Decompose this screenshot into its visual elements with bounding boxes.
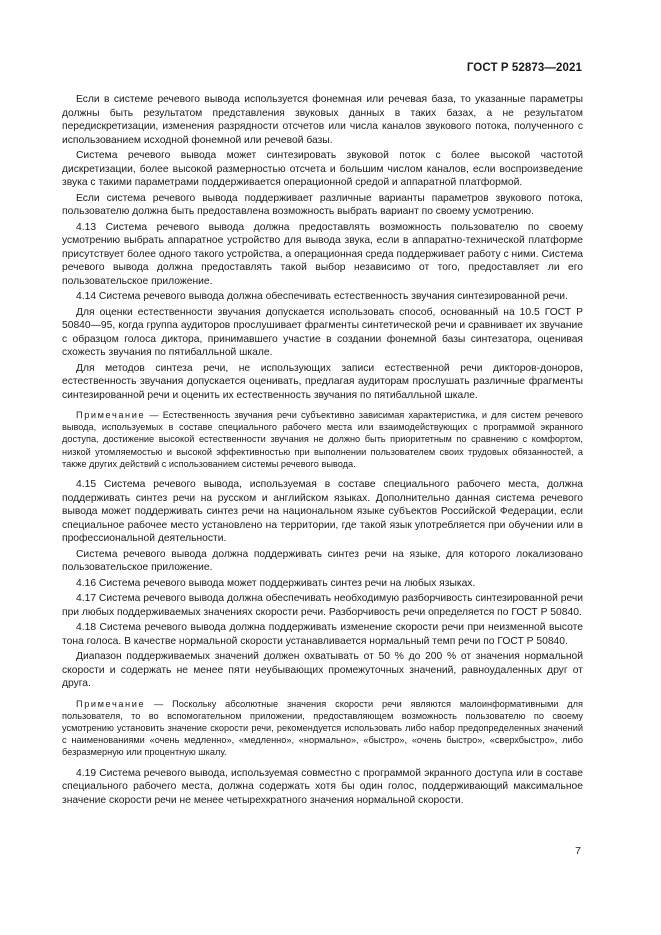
note-label: Примечание	[76, 698, 146, 709]
paragraph: Система речевого вывода должна поддерживать синтез речи на языке, для которого локализовано пользовательское приложение.	[62, 548, 583, 574]
document-number: ГОСТ Р 52873—2021	[466, 62, 582, 74]
clause-4-19: 4.19 Система речевого вывода, используемая совместно с программой экранного доступа или в составе специального рабочего места, должна содержать хотя бы один голос, поддерживающий максимальное значение скорости речи не менее четырехкратного значения нормальной скорости.	[62, 767, 583, 806]
clause-4-15: 4.15 Система речевого вывода, используемая в составе специального рабочего места, должна поддерживать синтез речи на русском и английском языках. Дополнительно данная система речевого вывода может поддерживать синтез речи на национальном языке субъектов Российской Федерации, если специальное рабочее место установлено на территории, где такой язык употребляется при обучении или в профессиональной деятельности.	[62, 479, 583, 545]
note-naturalness	[62, 409, 583, 470]
paragraph: Система речевого вывода может синтезировать звуковой поток с более высокой частотой дискретизации, более высокой размерностью отсчета и большим числом каналов, если воспроизведение звука с такими параметрами поддерживается операционной средой и аппаратной платформой.	[62, 150, 583, 188]
paragraph: Для оценки естественности звучания допускается использовать способ, основанный на 10.5 ГОСТ Р 50840—95, когда группа аудиторов прослушивает фрагменты синтетической речи и сравнивает их звучание с образцом голоса диктора, принимавшего участие в создании фонемной базы синтезатора, оценивая схожесть звучания по пятибалльной шкале.	[62, 306, 583, 358]
document-body	[62, 93, 583, 809]
page-number: 7	[575, 845, 581, 857]
clause-4-16: 4.16 Система речевого вывода может поддерживать синтез речи на любых языках.	[76, 577, 476, 589]
note-label: Примечание	[76, 410, 146, 420]
clause-4-14: 4.14 Система речевого вывода должна обеспечивать естественность звучания синтезированной речи.	[76, 291, 568, 302]
clause-4-13: 4.13 Система речевого вывода должна предоставлять возможность пользователю по своему усмотрению выбрать аппаратное устройство для вывода звука, если в аппаратно-технической платформе присутствует более одного такого устройства, а операционная среда поддерживает работу с ними. Система речевого вывода должна предоставлять такой выбор независимо от того, предоставляет ли его пользовательское приложение.	[62, 221, 583, 287]
note-text: — Естественность звучания речи субъективно зависимая характеристика, и для систем речевого вывода, используемых в составе специального рабочего места или взаимодействующих с программой экранного доступа, достижение высокой естественности звучания не должно быть приоритетным по сравнению с комфортом, низкой утомляемостью и высокой эффективностью при выполнении пользователем своих трудовых обязанностей, а также других действий с использованием системы речевого вывода.	[62, 410, 583, 469]
paragraph: Диапазон поддерживаемых значений должен охватывать от 50 % до 200 % от значения нормальной скорости и содержать не менее пяти неубывающих промежуточных значений, равноудаленных друг от друга.	[62, 651, 583, 690]
clause-4-18: 4.18 Система речевого вывода должна поддерживать изменение скорости речи при неизменной высоте тона голоса. В качестве нормальной скорости устанавливается нормальный темп речи по ГОСТ Р 50840.	[62, 622, 583, 647]
note-text: — Поскольку абсолютные значения скорости речи являются малоинформативными для пользователя, то во вспомогательном приложении, предоставляющем возможность пользователю по своему усмотрению установить значение скорости речи, рекомендуется использовать либо набор предопределенных значений с наименованиями «очень медленно», «медленно», «нормально», «быстро», «очень быстро», «сверхбыстро», либо безразмерную или процентную шкалу.	[62, 698, 583, 758]
paragraph: Для методов синтеза речи, не использующих записи естественной речи дикторов-доноров, естественность звучания допускается оценивать, предлагая аудиторам прослушать различные фрагменты синтезированной речи и оценить их естественность звучания по пятибалльной шкале.	[62, 362, 583, 401]
paragraph: Если в системе речевого вывода используется фонемная или речевая база, то указанные параметры должны быть результатом представления звуковых данных в таких базах, а не результатом передискретизации, изменения разрядности отсчетов или числа каналов звукового потока, полученного с использованием исходной фонемной или речевой базы.	[62, 94, 583, 146]
clause-4-17: 4.17 Система речевого вывода должна обеспечивать необходимую разборчивость синтезированной речи при любых поддерживаемых значениях скорости речи. Разборчивость речи определяется по ГОСТ Р 50840.	[62, 593, 583, 618]
paragraph: Если система речевого вывода поддерживает различные варианты параметров звукового потока, пользователю должна быть предоставлена возможность выбрать вариант по своему усмотрению.	[62, 192, 583, 217]
note-speech-rate	[62, 698, 583, 759]
